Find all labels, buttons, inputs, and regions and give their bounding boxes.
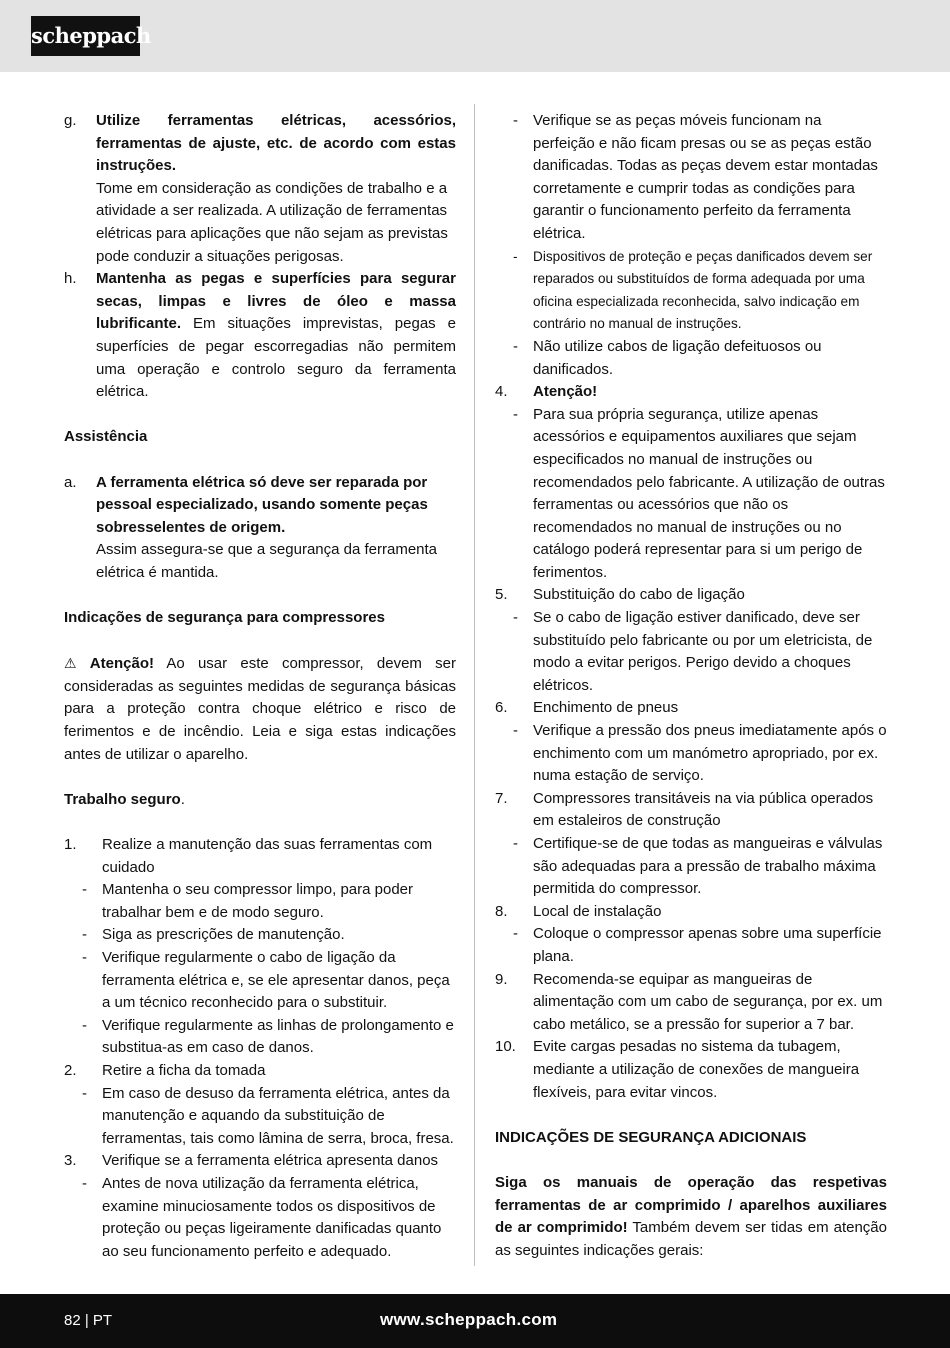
bullet-text: Verifique regularmente o cabo de ligação da ferramenta elétrica e, se ele apresentar danos, peça a um técnico reconhecido para o substituir. <box>102 948 450 1012</box>
bullet-item: - Não utilize cabos de ligação defeituosos ou danificados. <box>495 336 887 381</box>
bullet-text: Se o cabo de ligação estiver danificado, deve ser substituído pelo fabricante ou por um eletricista, de modo a evitar perigos. Perigo devido a choques elétricos. <box>533 609 873 694</box>
bullet-text: Verifique se as peças móveis funcionam na perfeição e não ficam presas ou se as peças estão danificadas. Todas as peças devem estar montadas corretamente e cumprir todas as condições para garantir o funcionamento perfeito da ferramenta elétrica. <box>533 112 878 242</box>
item-marker: g. <box>64 112 77 129</box>
column-divider <box>474 104 475 1266</box>
bullet-item: - Antes de nova utilização da ferramenta elétrica, examine minuciosamente todos os dispositivos de proteção ou peças ligeiramente danificadas quanto ao seu funcionamento perfeito e adequado. <box>64 1173 456 1263</box>
list-item-g <box>64 110 456 268</box>
numbered-item-2 <box>64 1060 456 1083</box>
item-number: 7. <box>495 789 508 807</box>
page-footer <box>0 1294 950 1348</box>
item-number: 2. <box>64 1061 77 1079</box>
item-text: Verifique se a ferramenta elétrica apresenta danos <box>102 1152 439 1170</box>
bullet-text: Certifique-se de que todas as mangueiras e válvulas são adequadas para a pressão de trabalho máxima permitida do compressor. <box>533 835 883 898</box>
item-number: 3. <box>64 1152 77 1170</box>
item-text: Substituição do cabo de ligação <box>533 586 745 604</box>
compressor-safety-heading: Indicações de segurança para compressores <box>64 609 385 627</box>
item-h-text: Em situações imprevistas, pegas e superfícies de pegar escorregadias não permitem uma operação e controlo seguro da ferramenta elétrica. <box>96 315 456 401</box>
scheppach-logo: scheppach <box>31 16 140 56</box>
warning-label: Atenção! <box>89 655 154 673</box>
item-number: 1. <box>64 836 77 853</box>
bullet-item: - Siga as prescrições de manutenção. <box>64 924 456 947</box>
page-header <box>0 0 950 72</box>
item-number: 5. <box>495 586 508 604</box>
final-bold: Siga os manuais de operação das respetivas ferramentas de ar comprimido / aparelhos auxiliares de ar comprimido! <box>495 1173 887 1237</box>
numbered-item-8 <box>495 901 887 924</box>
bullet-item: - Para sua própria segurança, utilize apenas acessórios e equipamentos auxiliares que sejam especificados no manual de instruções ou recomendados pelo fabricante. A utilização de outras ferramentas ou acessórios que não os recomendados no manual de instruções ou no catálogo poderá representar para si um perigo de ferimentos. <box>495 404 887 585</box>
safe-work-heading-tail: . <box>180 790 185 808</box>
bullet-item: - Verifique regularmente o cabo de ligação da ferramenta elétrica e, se ele apresentar danos, peça a um técnico reconhecido para o substituir. <box>64 947 456 1015</box>
numbered-item-10 <box>495 1036 887 1104</box>
assistance-heading: Assistência <box>64 428 148 446</box>
bullet-item: - Coloque o compressor apenas sobre uma superfície plana. <box>495 923 887 968</box>
item-number: 8. <box>495 902 508 920</box>
numbered-item-5 <box>495 584 887 607</box>
bullet-text: Dispositivos de proteção e peças danificados devem ser reparados ou substituídos de forma adequada por uma oficina especializada reconhecida, salvo indicação em contrário no manual de instruções. <box>533 248 873 332</box>
bullet-text: Siga as prescrições de manutenção. <box>102 926 345 944</box>
numbered-item-9 <box>495 969 887 1037</box>
bullet-text: Para sua própria segurança, utilize apenas acessórios e equipamentos auxiliares que sejam especificados no manual de instruções ou recomendados pelo fabricante. A utilização de outras ferramentas ou acessórios que não os recomendados no manual de instruções ou no catálogo poderá representar para si um perigo de ferimentos. <box>533 405 885 581</box>
bullet-item: - Em caso de desuso da ferramenta elétrica, antes da manutenção e aquando da substituição de ferramentas, tais como lâmina de serra, broca, fresa. <box>64 1083 456 1151</box>
left-column <box>64 110 456 1263</box>
item-a-bold: A ferramenta elétrica só deve ser reparada por pessoal especializado, usando somente peças sobresselentes de origem. <box>96 473 428 536</box>
final-text: Também devem ser tidas em atenção as seguintes indicações gerais: <box>495 1219 887 1259</box>
additional-safety-heading: INDICAÇÕES DE SEGURANÇA ADICIONAIS <box>495 1128 807 1146</box>
item-number: 6. <box>495 699 508 717</box>
item-a-text: Assim assegura-se que a segurança da ferramenta elétrica é mantida. <box>96 541 438 581</box>
page-number: 82 | PT <box>64 1312 113 1329</box>
bullet-item: - Verifique a pressão dos pneus imediatamente após o enchimento com um manómetro apropriado, por ex. numa estação de serviço. <box>495 720 887 788</box>
item-text: Compressores transitáveis na via pública operados em estaleiros de construção <box>533 789 874 830</box>
right-column <box>495 110 887 1262</box>
bullet-text: Antes de nova utilização da ferramenta elétrica, examine minuciosamente todos os dispositivos de proteção ou peças ligeiramente danificadas quanto ao seu funcionamento perfeito e adequado. <box>102 1174 442 1260</box>
item-number: 4. <box>495 383 508 401</box>
item-number: 10. <box>495 1038 516 1056</box>
bullet-item: - Verifique se as peças móveis funcionam na perfeição e não ficam presas ou se as peças estão danificadas. Todas as peças devem estar montadas corretamente e cumprir todas as condições para garantir o funcionamento perfeito da ferramenta elétrica. <box>495 110 887 246</box>
warning-triangle-icon: ⚠ <box>64 655 77 672</box>
bullet-item: - Dispositivos de proteção e peças danificados devem ser reparados ou substituídos de forma adequada por uma oficina especializada reconhecida, salvo indicação em contrário no manual de instruções. <box>495 246 887 336</box>
warning-text: Ao usar este compressor, devem ser consideradas as seguintes medidas de segurança básicas para a proteção contra choque elétrico e risco de ferimentos e de incêndio. Leia e siga estas indicações antes de utilizar o aparelho. <box>64 655 456 763</box>
bullet-text: Verifique a pressão dos pneus imediatamente após o enchimento com um manómetro apropriado, por ex. numa estação de serviço. <box>533 722 887 785</box>
bullet-text: Verifique regularmente as linhas de prolongamento e substitua-as em caso de danos. <box>102 1016 454 1057</box>
item-text: Retire a ficha da tomada <box>102 1061 266 1079</box>
item-text: Recomenda-se equipar as mangueiras de alimentação com um cabo de segurança, por ex. um cabo metálico, se a pressão for superior a 7 bar. <box>533 970 883 1033</box>
bullet-item: - Verifique regularmente as linhas de prolongamento e substitua-as em caso de danos. <box>64 1015 456 1060</box>
bullet-text: Não utilize cabos de ligação defeituosos ou danificados. <box>533 337 822 378</box>
item-marker: a. <box>64 473 77 491</box>
numbered-item-6 <box>495 697 887 720</box>
item-text: Realize a manutenção das suas ferramentas com cuidado <box>102 836 433 876</box>
website-link[interactable]: www.scheppach.com <box>380 1310 558 1329</box>
item-text: Evite cargas pesadas no sistema da tubagem, mediante a utilização de conexões de mangueira flexíveis, para evitar vincos. <box>533 1038 860 1101</box>
item-number: 9. <box>495 970 508 988</box>
warning-paragraph <box>64 652 456 766</box>
item-g-text: Tome em consideração as condições de trabalho e a atividade a ser realizada. A utilização de ferramentas elétricas para aplicações que não sejam as previstas pode conduzir a situações perigosas. <box>96 179 448 265</box>
safe-work-heading-text: Trabalho seguro <box>64 790 181 808</box>
final-paragraph <box>495 1172 887 1262</box>
list-item-a <box>64 472 456 585</box>
bullet-item: - Se o cabo de ligação estiver danificado, deve ser substituído pelo fabricante ou por um eletricista, de modo a evitar perigos. Perigo devido a choques elétricos. <box>495 607 887 697</box>
item-text: Atenção! <box>533 383 598 401</box>
list-item-h <box>64 268 456 404</box>
numbered-item-1 <box>64 834 456 879</box>
safe-work-heading <box>64 789 456 812</box>
bullet-item: - Certifique-se de que todas as mangueiras e válvulas são adequadas para a pressão de trabalho máxima permitida do compressor. <box>495 833 887 901</box>
item-g-bold: Utilize ferramentas elétricas, acessórios, ferramentas de ajuste, etc. de acordo com estas instruções. <box>96 112 456 175</box>
item-marker: h. <box>64 270 77 288</box>
numbered-item-4 <box>495 381 887 404</box>
bullet-text: Mantenha o seu compressor limpo, para poder trabalhar bem e de modo seguro. <box>102 881 414 921</box>
item-text: Enchimento de pneus <box>533 699 679 717</box>
numbered-item-7 <box>495 788 887 833</box>
bullet-text: Em caso de desuso da ferramenta elétrica, antes da manutenção e aquando da substituição de ferramentas, tais como lâmina de serra, broca, fresa. <box>102 1084 454 1147</box>
bullet-text: Coloque o compressor apenas sobre uma superfície plana. <box>533 925 882 965</box>
item-h-bold: Mantenha as pegas e superfícies para segurar secas, limpas e livres de óleo e massa lubrificante. <box>96 270 456 333</box>
numbered-item-3 <box>64 1150 456 1173</box>
item-text: Local de instalação <box>533 902 662 920</box>
bullet-item: - Mantenha o seu compressor limpo, para poder trabalhar bem e de modo seguro. <box>64 879 456 924</box>
